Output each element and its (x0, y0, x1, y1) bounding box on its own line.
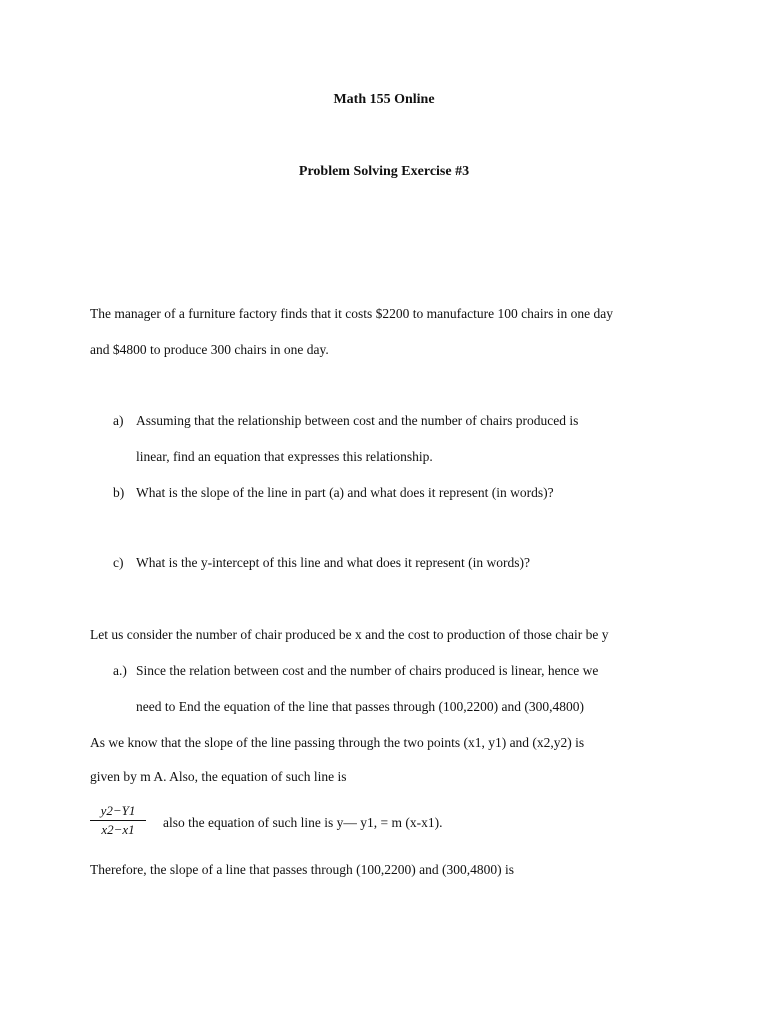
question-a-text-1: Assuming that the relationship between cost and the number of chairs produced is (136, 413, 579, 428)
question-c-text: What is the y-intercept of this line and what does it represent (in words)? (136, 555, 531, 570)
answer-a-text-2: need to End the equation of the line that passes through (100,2200) and (300,4800) (136, 699, 585, 714)
problem-line-2: and $4800 to produce 300 chairs in one day. (90, 342, 329, 357)
question-b-text: What is the slope of the line in part (a) and what does it represent (in words)? (136, 485, 554, 500)
line-equation-text: also the equation of such line is y— y1, = m (x-x1). (163, 815, 443, 830)
question-a-label: a) (113, 413, 124, 428)
fraction-numerator: y2−Y1 (90, 803, 146, 821)
question-c-label: c) (113, 555, 124, 570)
answer-a-label: a.) (113, 663, 127, 678)
slope-fraction (90, 803, 146, 838)
question-a-text-2: linear, find an equation that expresses this relationship. (136, 449, 433, 464)
slope-line-1: As we know that the slope of the line passing through the two points (x1, y1) and (x2,y2) is (90, 735, 585, 750)
fraction-denominator: x2−x1 (101, 822, 135, 837)
question-b-label: b) (113, 485, 125, 500)
document-title: Math 155 Online (333, 92, 435, 107)
problem-line-1: The manager of a furniture factory finds that it costs $2200 to manufacture 100 chairs in one day (90, 306, 613, 321)
solution-intro: Let us consider the number of chair produced be x and the cost to production of those chair be y (90, 627, 609, 642)
document-subtitle: Problem Solving Exercise #3 (298, 164, 470, 179)
answer-a-text-1: Since the relation between cost and the number of chairs produced is linear, hence we (136, 663, 599, 678)
therefore-line: Therefore, the slope of a line that passes through (100,2200) and (300,4800) is (90, 862, 515, 877)
slope-line-2: given by m A. Also, the equation of such line is (90, 769, 347, 784)
